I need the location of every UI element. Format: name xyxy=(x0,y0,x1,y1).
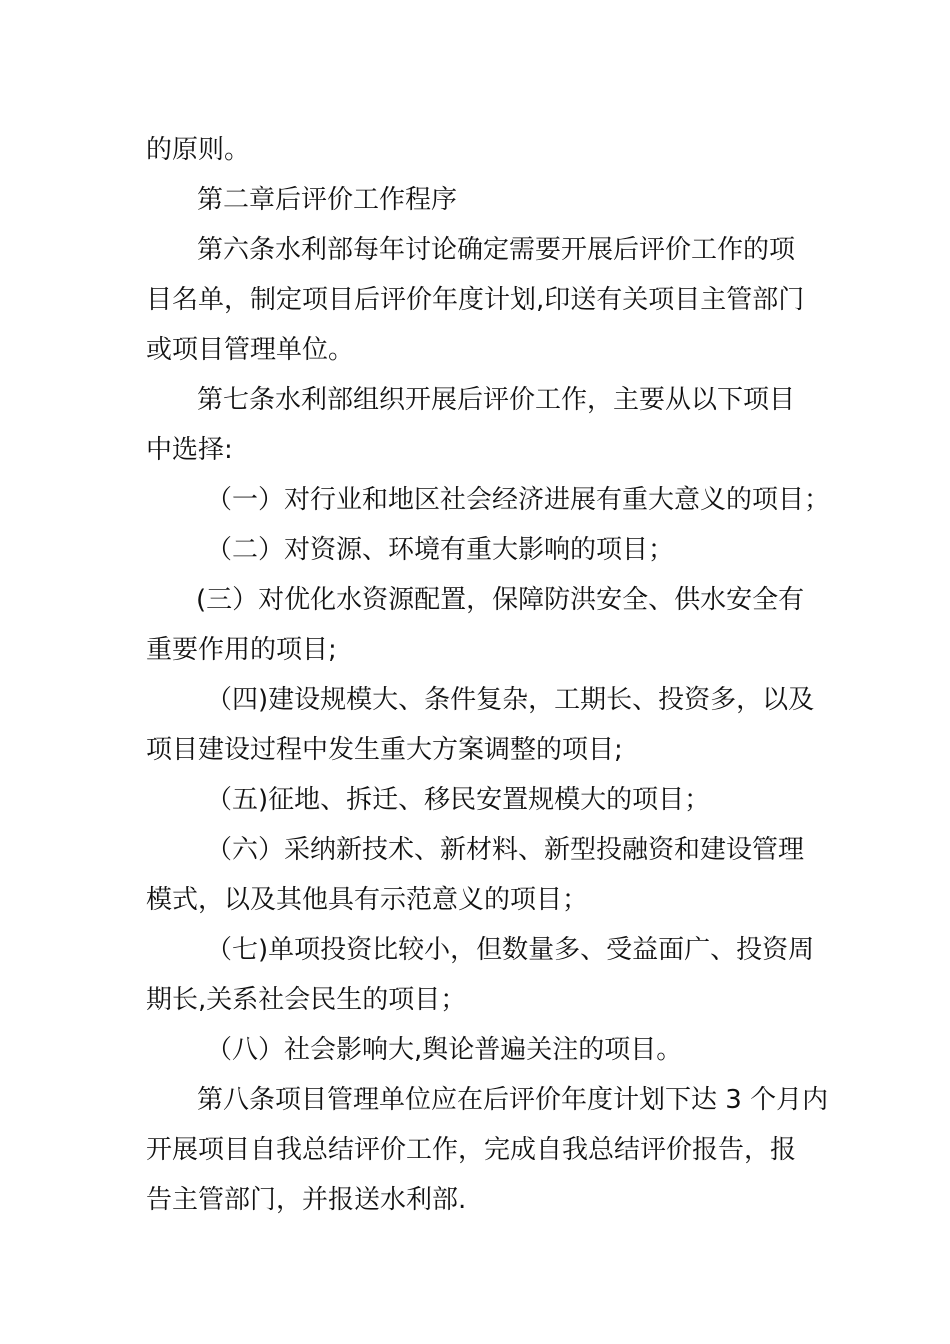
text-line: 告主管部门，并报送水利部. xyxy=(146,1185,467,1215)
text-line: 重要作用的项目; xyxy=(146,635,337,665)
list-item: （四)建设规模大、条件复杂，工期长、投资多，以及 xyxy=(206,685,815,715)
list-item: （七)单项投资比较小，但数量多、受益面广、投资周 xyxy=(206,935,815,965)
list-item: （八）社会影响大,舆论普遍关注的项目。 xyxy=(206,1035,683,1065)
text-line: 中选择: xyxy=(146,435,233,465)
text-line: 第八条项目管理单位应在后评价年度计划下达 3 个月内 xyxy=(197,1085,829,1115)
list-item: （六）采纳新技术、新材料、新型投融资和建设管理 xyxy=(206,835,805,865)
text-line: 项目建设过程中发生重大方案调整的项目; xyxy=(146,735,623,765)
list-item: （二）对资源、环境有重大影响的项目； xyxy=(206,535,675,565)
list-item: (三）对优化水资源配置，保障防洪安全、供水安全有 xyxy=(196,585,805,615)
text-line: 期长,关系社会民生的项目； xyxy=(146,985,467,1015)
text-line: 开展项目自我总结评价工作，完成自我总结评价报告，报 xyxy=(146,1135,797,1165)
text-line: 模式，以及其他具有示范意义的项目； xyxy=(146,885,589,915)
chapter-heading: 第二章后评价工作程序 xyxy=(197,185,458,215)
text-line: 第七条水利部组织开展后评价工作，主要从以下项目 xyxy=(197,385,796,415)
list-item: （五)征地、拆迁、移民安置规模大的项目； xyxy=(206,785,711,815)
text-line: 或项目管理单位。 xyxy=(146,335,355,365)
text-line: 第六条水利部每年讨论确定需要开展后评价工作的项 xyxy=(197,235,796,265)
list-item: （一）对行业和地区社会经济进展有重大意义的项目； xyxy=(206,485,831,515)
text-line: 的原则。 xyxy=(146,135,251,165)
text-line: 目名单，制定项目后评价年度计划,印送有关项目主管部门 xyxy=(146,285,805,315)
